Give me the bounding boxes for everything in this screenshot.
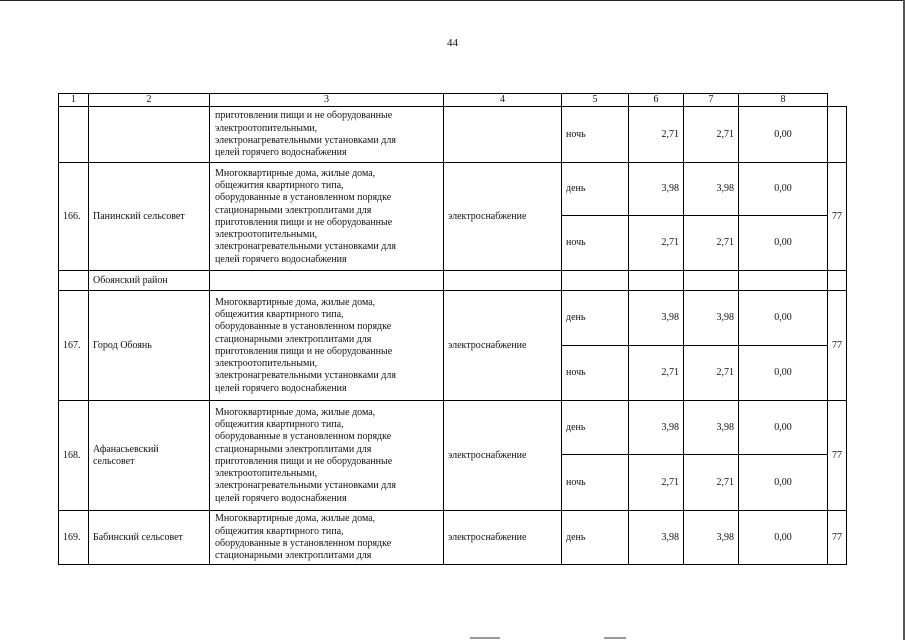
period-cell: день xyxy=(562,291,629,346)
region-row xyxy=(59,271,847,291)
description-line: электронагревательными установками для xyxy=(215,480,396,492)
service-cell xyxy=(444,271,562,291)
service-cell: электроснабжение xyxy=(444,291,562,401)
value-7-cell: 0,00 xyxy=(739,455,828,511)
service-cell: электроснабжение xyxy=(444,511,562,565)
settlement-cell xyxy=(89,511,210,565)
settlement-name: сельсовет xyxy=(93,455,135,467)
period-cell: ночь xyxy=(562,107,629,163)
value-7-cell xyxy=(739,271,828,291)
description-line: стационарными электроплитами для xyxy=(215,204,372,216)
value-5-cell xyxy=(629,271,684,291)
value-7-cell: 0,00 xyxy=(739,401,828,455)
description-line: электронагревательными установками для xyxy=(215,134,396,146)
settlement-cell xyxy=(89,291,210,401)
value-7-cell: 0,00 xyxy=(739,511,828,565)
description-line: электроотопительными, xyxy=(215,358,318,370)
value-7-cell: 0,00 xyxy=(739,163,828,216)
value-8-cell: 77 xyxy=(828,291,847,401)
value-8-cell: 77 xyxy=(828,401,847,511)
description-line: Многоквартирные дома, жилые дома, xyxy=(215,513,376,525)
service-cell: электроснабжение xyxy=(444,401,562,511)
description-cell xyxy=(210,271,444,291)
description-line: электроотопительными, xyxy=(215,468,318,480)
description-line: приготовления пищи и не оборудованные xyxy=(215,216,393,228)
row-number-cell: 166. xyxy=(59,163,89,271)
header-cell: 8 xyxy=(739,94,828,107)
value-6-cell: 2,71 xyxy=(684,107,739,163)
description-line: электроотопительными, xyxy=(215,122,318,134)
row-number-cell: 167. xyxy=(59,291,89,401)
row-number-cell xyxy=(59,271,89,291)
description-line: целей горячего водоснабжения xyxy=(215,253,347,265)
value-6-cell: 2,71 xyxy=(684,216,739,271)
period-cell: ночь xyxy=(562,216,629,271)
description-line: стационарными электроплитами для xyxy=(215,333,372,345)
period-cell: день xyxy=(562,511,629,565)
header-cell: 4 xyxy=(444,94,562,107)
period-cell: ночь xyxy=(562,346,629,401)
description-line: электроотопительными, xyxy=(215,229,318,241)
period-cell: день xyxy=(562,401,629,455)
settlement-name: Бабинский сельсовет xyxy=(93,531,183,543)
value-5-cell: 3,98 xyxy=(629,291,684,346)
header-cell: 7 xyxy=(684,94,739,107)
description-line: приготовления пищи и не оборудованные xyxy=(215,345,393,357)
header-cell: 6 xyxy=(629,94,684,107)
description-line: оборудованные в установленном порядке xyxy=(215,321,392,333)
description-line: Многоквартирные дома, жилые дома, xyxy=(215,296,376,308)
description-cell xyxy=(210,107,444,163)
value-8-cell: 77 xyxy=(828,511,847,565)
value-6-cell: 3,98 xyxy=(684,163,739,216)
table-row xyxy=(59,107,847,163)
tariff-table xyxy=(58,93,847,565)
row-number-cell: 168. xyxy=(59,401,89,511)
description-line: оборудованные в установленном порядке xyxy=(215,431,392,443)
description-line: приготовления пищи и не оборудованные xyxy=(215,110,393,122)
header-cell: 5 xyxy=(562,94,629,107)
period-cell: ночь xyxy=(562,455,629,511)
settlement-cell xyxy=(89,107,210,163)
value-8-cell xyxy=(828,271,847,291)
description-line: общежития квартирного типа, xyxy=(215,418,344,430)
description-line: целей горячего водоснабжения xyxy=(215,382,347,394)
value-6-cell xyxy=(684,271,739,291)
description-line: Многоквартирные дома, жилые дома, xyxy=(215,167,376,179)
region-label: Обоянский район xyxy=(89,271,210,291)
description-line: общежития квартирного типа, xyxy=(215,308,344,320)
header-cell: 2 xyxy=(89,94,210,107)
value-8-cell: 77 xyxy=(828,163,847,271)
settlement-name: Город Обоянь xyxy=(93,339,152,351)
value-8-cell xyxy=(828,107,847,163)
value-5-cell: 2,71 xyxy=(629,216,684,271)
scan-artifact xyxy=(604,637,626,639)
value-6-cell: 3,98 xyxy=(684,511,739,565)
settlement-cell xyxy=(89,163,210,271)
description-cell xyxy=(210,511,444,565)
description-line: электронагревательными установками для xyxy=(215,241,396,253)
table-row xyxy=(59,401,847,455)
value-5-cell: 3,98 xyxy=(629,511,684,565)
value-6-cell: 2,71 xyxy=(684,346,739,401)
description-cell xyxy=(210,401,444,511)
table-row xyxy=(59,291,847,346)
period-cell: день xyxy=(562,163,629,216)
description-line: Многоквартирные дома, жилые дома, xyxy=(215,406,376,418)
value-7-cell: 0,00 xyxy=(739,216,828,271)
value-7-cell: 0,00 xyxy=(739,346,828,401)
value-7-cell: 0,00 xyxy=(739,291,828,346)
value-5-cell: 2,71 xyxy=(629,455,684,511)
description-line: стационарными электроплитами для xyxy=(215,550,372,562)
header-cell: 1 xyxy=(59,94,89,107)
value-6-cell: 3,98 xyxy=(684,291,739,346)
description-line: общежития квартирного типа, xyxy=(215,179,344,191)
row-number-cell: 169. xyxy=(59,511,89,565)
header-cell: 3 xyxy=(210,94,444,107)
value-6-cell: 2,71 xyxy=(684,455,739,511)
value-5-cell: 3,98 xyxy=(629,401,684,455)
table-row xyxy=(59,511,847,565)
description-line: целей горячего водоснабжения xyxy=(215,492,347,504)
page-top-edge xyxy=(0,0,905,1)
description-line: общежития квартирного типа, xyxy=(215,525,344,537)
description-cell xyxy=(210,291,444,401)
description-line: приготовления пищи и не оборудованные xyxy=(215,455,393,467)
description-line: оборудованные в установленном порядке xyxy=(215,537,392,549)
value-5-cell: 2,71 xyxy=(629,107,684,163)
description-line: оборудованные в установленном порядке xyxy=(215,192,392,204)
description-cell xyxy=(210,163,444,271)
description-line: целей горячего водоснабжения xyxy=(215,147,347,159)
value-5-cell: 2,71 xyxy=(629,346,684,401)
value-6-cell: 3,98 xyxy=(684,401,739,455)
service-cell xyxy=(444,107,562,163)
period-cell xyxy=(562,271,629,291)
description-line: стационарными электроплитами для xyxy=(215,443,372,455)
description-line: электронагревательными установками для xyxy=(215,370,396,382)
value-5-cell: 3,98 xyxy=(629,163,684,216)
table-row xyxy=(59,163,847,216)
page-number: 44 xyxy=(447,37,458,49)
value-7-cell: 0,00 xyxy=(739,107,828,163)
settlement-name: Панинский сельсовет xyxy=(93,210,185,222)
settlement-name: Афанасьевский xyxy=(93,443,159,455)
service-cell: электроснабжение xyxy=(444,163,562,271)
header-row xyxy=(59,94,847,107)
settlement-cell xyxy=(89,401,210,511)
row-number-cell xyxy=(59,107,89,163)
scan-artifact xyxy=(470,637,500,639)
